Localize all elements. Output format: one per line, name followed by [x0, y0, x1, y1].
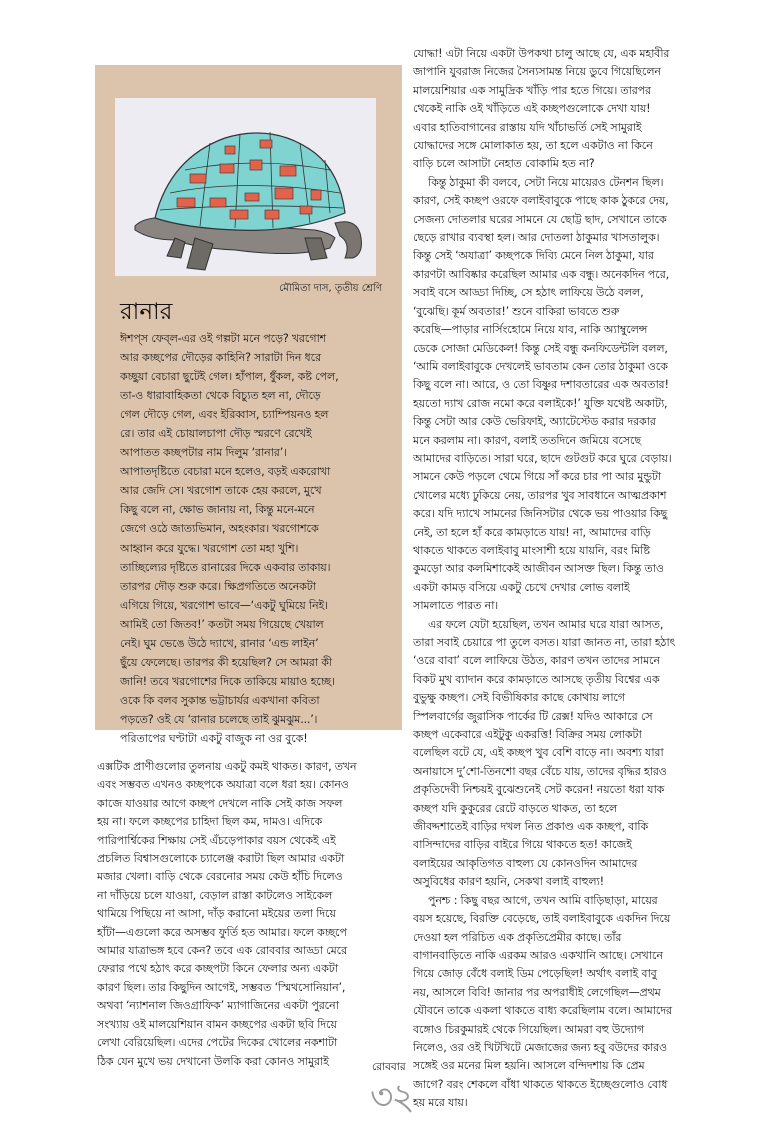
text-line: অসুবিধের কারণ হয়নি, সেকথা বলাই বাহুল্য!	[413, 875, 604, 889]
text-line: নয়, আসলে বিবি! জানার পর অপরাধীই লেগেছিল—প্রথম	[413, 985, 661, 999]
text-line: সামনে কেউ পড়লে থেমে গিয়ে সাঁ করে চার পা আর মুন্ডুটা	[413, 470, 662, 484]
text-line: কিন্তু ঠাকুমা কী বলবে, সেটা নিয়ে মায়েরও টেনশন ছিল।	[428, 175, 664, 189]
sidebar-box	[95, 65, 402, 745]
text-line: ছুঁয়ে ফেলেছে। তারপর কী হয়েছিল? সে আমরা কী	[120, 655, 332, 669]
magazine-name: রোববার	[372, 1061, 406, 1073]
text-line: স্পিলবার্গের জুরাসিক পার্কের টি রেক্স! যদিও আকারে সে	[413, 709, 653, 723]
text-line: আহ্বান করে যুদ্ধে। খরগোশ তো মহা খুশি।	[120, 541, 299, 555]
text-line: কারণটা আবিষ্কার করেছিল আমার এক বন্ধু। অনেকদিন পরে,	[413, 267, 669, 281]
drawing-caption: মৌমিতা দাস, তৃতীয় শ্রেণি	[279, 283, 382, 294]
text-line: যোদ্ধাদের সঙ্গে মোলাকাত হয়, তা হলে একটাও না কিনে	[413, 139, 653, 153]
text-line: হয় না। ফলে কচ্ছপের চাহিদা ছিল কম, দামও। এদিকে	[97, 815, 323, 829]
text-line: অথবা ‘ন্যাশনাল জিওগ্রাফিক’ ম্যাগাজিনের একটা পুরনো	[97, 999, 339, 1013]
text-line: কচ্ছপ যদি কুকুরের রেটে বাড়তে থাকত, তা হলে	[413, 801, 618, 815]
text-line: জীবদ্দশাতেই বাড়ির দখল নিত প্রকাণ্ড এক কচ্ছপ, বাকি	[413, 820, 649, 834]
text-line: নিলেও, ওর ওই খিটখিটে মেজাজের জন্য হবু বউদের কারও	[413, 1040, 668, 1054]
text-line: নেই। ঘুম ভেঙে উঠে দ্যাখে, রানার ‘এন্ড লাইন’	[120, 636, 319, 650]
text-line: জানি! তবে খরগোশের দিকে তাকিয়ে মায়াও হচ্ছে।	[120, 674, 335, 688]
text-line: গেল দৌড়ে গেল, এবং ইরিব্বাস, চ্যাম্পিয়নও হল	[120, 408, 329, 422]
text-line: ঈশপ্‌স ফেব্‌ল-এর ওই গল্পটা মনে পড়ে? খরগোশ	[120, 332, 327, 345]
text-line: হয় মরে যায়।	[413, 1096, 468, 1110]
right-column-text	[413, 45, 733, 1113]
text-line: প্রচলিত বিশ্বাসগুলোকে চ্যালেঞ্জ করাটা ছিল আমার একটা	[97, 852, 345, 866]
text-line: বুভুক্ষু কচ্ছপ। সেই বিভীষিকার কাছে কোথায় লাগে	[413, 691, 625, 705]
text-line: একটা কামড় বসিয়ে একটু চেখে দেখার লোভ বলাই	[413, 580, 630, 594]
text-line: ছেড়ে রাখার ব্যবস্থা হল। আর দোতলা ঠাকুমার খাসতালুক।	[413, 231, 660, 245]
text-line: না দাঁড়িয়ে চলে যাওয়া, বেড়াল রাস্তা কাটলেও সাইকেল	[97, 888, 333, 902]
text-line: ফেরার পথে হঠাৎ করে কচ্ছপটা কিনে ফেলার অন্য একটা	[97, 962, 338, 976]
text-line: বঙ্গোও চিরকুমারই থেকে গিয়েছিল। আমরা বহু উদ্যোগ	[413, 1022, 645, 1036]
text-line: কিন্তু সেটা আর কেউ ভেরিফাই, অ্যাটেস্টেড করার দরকার	[413, 415, 656, 429]
text-line: করেছি—পাড়ার নার্সিংহোমে নিয়ে যাব, নাকি অ্যাম্বুলেন্স	[413, 323, 648, 337]
text-line: সামলাতে পারত না।	[413, 599, 498, 613]
text-line: এর ফলে যেটা হয়েছিল, তখন আমার ঘরে যারা আসত,	[428, 617, 664, 631]
text-line: তাচ্ছিল্যের দৃষ্টিতে রানারের দিকে একবার তাকায়।	[120, 560, 331, 574]
text-line: পুনশ্চ : কিছু বছর আগে, তখন আমি বাড়িছাড়া, মায়ের	[428, 893, 658, 907]
text-line: এবার হাতিবাগানের রাস্তায় যদি খাঁচাভর্তি সেই সামুরাই	[413, 120, 642, 134]
text-line: সঙ্গেই ওর মনের মিল হয়নি। আসলে বন্দিদশায় কি প্রেম	[413, 1059, 645, 1073]
text-line: আর কচ্ছপের দৌড়ের কাহিনি? সারাটা দিন ধরে	[120, 351, 321, 365]
sidebar-title: রানার	[120, 299, 173, 325]
text-line: কারণ, সেই কচ্ছপ ওরফে বলাইবাবুকে পাছে কাক ঠুকরে দেয়,	[413, 194, 669, 208]
text-line: রে। তার এই চোয়ালচাপা দৌড় স্মরণে রেখেই	[120, 427, 312, 441]
text-line: ‘আমি বলাইবাবুকে দেখলেই ভাবতাম কেন তোর ঠাকুমা ওকে	[413, 359, 668, 373]
tortoise-drawing	[115, 98, 376, 276]
text-line: আর জেদি সে। খরগোশ তাকে হেয় করলে, মুখে	[120, 484, 322, 498]
page-number: ৩২	[370, 1077, 413, 1118]
text-line: কিন্তু সেই ‘অযাত্রা’ কচ্ছপকে দিব্যি মেনে নিল ঠাকুমা, যার	[413, 249, 654, 263]
text-line: কুমড়ো আর কলমিশাকেই আজীবন আসক্ত ছিল। কিন্তু তাও	[413, 562, 664, 576]
text-line: কচ্ছুয়া বেচারা ছুটেই গেল। হাঁপাল, ধুঁকল, কষ্ট পেল,	[120, 370, 339, 384]
text-line: অনায়াসে দু’শো-তিনশো বছর বেঁচে যায়, তাদের বৃদ্ধির হারও	[413, 764, 667, 778]
text-line: আপাতদৃষ্টিতে বেচারা মনে হলেও, বড়ই একরোখা	[120, 465, 331, 479]
text-line: বয়স হয়েছে, বিরক্তি বেড়েছে, তাই বলাইবাবুকে একদিন দিয়ে	[413, 912, 671, 926]
text-line: আমাদের বাড়িতে। সারা ঘরে, ছাদে গুটগুট করে ঘুরে বেড়ায়।	[413, 451, 672, 465]
text-line: এগিয়ে গিয়ে, খরগোশ ভাবে—‘একটু ঘুমিয়ে নিই।	[120, 598, 328, 612]
text-line: মালয়েশিয়ার এক সামুদ্রিক খাঁড়ি পার হতে গিয়ে। তারপর	[413, 83, 651, 97]
text-line: মজার খেলা। বাড়ি থেকে বেরনোর সময় কেউ হাঁচি দিলেও	[97, 870, 343, 884]
text-line: নেই, তা হলে হাঁ করে কামড়াতে যায়! না, আমাদের বাড়ি	[413, 525, 651, 539]
text-line: জেগে ওঠে জাত্যভিমান, অহংকার। খরগোশকে	[120, 522, 319, 536]
text-line: কিছু বলে না। আরে, ও তো বিষ্ণুর দশাবতারের এক অবতার!	[413, 378, 669, 392]
text-line: বাসিন্দাদের বাড়ির বাইরে গিয়ে থাকতে হত! কাজেই	[413, 838, 632, 852]
text-line: হাঁটা—এগুলো করে অসম্ভব ফুর্তি হত আমার। ফলে কচ্ছপে	[97, 925, 347, 939]
text-line: তা-ও ধারাবাহিকতা থেকে বিচ্যুত হল না, দৌড়ে	[120, 389, 321, 403]
text-line: বাগানবাড়িতে নাকি এরকম আরও একখানি আছে। সেখানে	[413, 948, 663, 962]
tortoise-illustration	[115, 98, 376, 276]
text-line: সেজন্য দোতলার ঘরের সামনে যে ছোট্ট ছাদ, সেখানে তাকে	[413, 212, 667, 226]
text-line: থাকতে থাকতে বলাইবাবু মাংসাশী হয়ে যায়নি, বরং মিষ্টি	[413, 543, 650, 557]
text-line: দেওয়া হল পরিচিত এক প্রকৃতিপ্রেমীর কাছে। তাঁর	[413, 930, 622, 944]
text-line: যোদ্ধা! এটা নিয়ে একটা উপকথা চালু আছে যে, এক মহাবীর	[413, 47, 670, 60]
text-line: খোলের মধ্যে ঢুকিয়ে নেয়, তারপর খুব সাবধানে আত্মপ্রকাশ	[413, 488, 667, 502]
text-line: কাজে যাওয়ার আগে কচ্ছপ দেখলে নাকি সেই কাজ সফল	[97, 796, 343, 810]
text-line: প্রকৃতিদেবী নিশ্চয়ই বুঝেশুনেই সেট করেন! নয়তো ধরা যাক	[413, 783, 665, 797]
text-line: সংখ্যায় ওই মালয়েশিয়ান বামন কচ্ছপের একটা ছবি দিয়ে	[97, 1017, 337, 1031]
text-line: ‘বুঝেছি। কূর্ম অবতার!’ শুনে বাকিরা ভাবতে শুরু	[413, 304, 620, 318]
text-line: ডেকে সোজা মেডিকেল! কিন্তু সেই বন্ধু কনফিডেন্টলি বলল,	[413, 341, 668, 355]
text-line: তারপর দৌড় শুরু করে। ক্ষিপ্রগতিতে অনেকটা	[120, 579, 316, 593]
text-line: আপাতত কচ্ছপটার নাম দিলুম ‘রানার’।	[120, 446, 287, 460]
text-line: ‘ওরে বাবা’ বলে লাফিয়ে উঠত, কারণ তখন তাদের সামনে	[413, 654, 660, 668]
text-line: এবং সম্ভবত এখনও কচ্ছপকে অযাত্রা বলে ধরা হয়। কোনও	[97, 778, 349, 792]
text-line: লেখা বেরিয়েছিল। এদের পেটের দিকের খোলের নকশাটা	[97, 1036, 338, 1050]
text-line: তারা সবাই চেয়ারে পা তুলে বসত। যারা জানত না, তারা হঠাৎ	[413, 636, 676, 649]
text-line: বিকট মুখ ব্যাদান করে কামড়াতে আসছে তৃতীয় বিশ্বের এক	[413, 672, 660, 686]
text-line: থেকেই নাকি ওই খাঁড়িতে এই কচ্ছপগুলোকে দেখা যায়!	[413, 102, 651, 116]
text-line: কচ্ছপ একেবারে এইটুকু একরত্তি! বিক্রির সময় লোকটা	[413, 728, 642, 742]
text-line: বলেছিল বটে যে, এই কচ্ছপ খুব বেশি বাড়ে না। অবশ্য যারা	[413, 746, 664, 760]
text-line: যৌবনে তাকে একলা থাকতে বাধ্য করেছিলাম বলে। আমাদের	[413, 1004, 672, 1018]
text-line: মনে করলাম না। কারণ, বলাই ততদিনে জমিয়ে বসেছে	[413, 433, 642, 447]
text-line: আমিই তো জিতব!’ কতটা সময় গিয়েছে খেয়াল	[120, 617, 324, 631]
text-line: হয়তো দ্যাখ রোজ নমো করে বলাইকে!’ যুক্তি যথেষ্ট অকাট্য,	[413, 396, 668, 410]
text-line: বলাইয়ের আকৃতিগত বাহুল্য যে কোনওদিন আমাদের	[413, 856, 638, 870]
sidebar-body	[120, 329, 385, 748]
text-line: পড়তে? ওই যে ‘রানার চলেছে তাই ঝুমঝুম...’।	[120, 712, 318, 726]
text-line: গিয়ে জোড় বেঁধে বলাই ডিম পেড়েছিল! অর্থাৎ বলাই বাবু	[413, 967, 657, 981]
text-line: জাপানি যুবরাজ নিজের সৈন্যসামন্ত নিয়ে ডুবে গিয়েছিলেন	[413, 65, 661, 79]
text-line: সবাই বসে আড্ডা দিচ্ছি, সে হঠাৎ লাফিয়ে উঠে বলল,	[413, 286, 644, 300]
text-line: জাগে? বরং শেকলে বাঁধা থাকতে থাকতে ইচ্ছেগুলোও বোধ	[413, 1077, 668, 1091]
text-line: পরিতাপের ঘণ্টাটা একটু বাজুক না ওর বুকে!	[120, 731, 308, 745]
text-line: করে। যদি দ্যাখে সামনের জিনিসটার থেকে ভয় পাওয়ার কিছু	[413, 507, 668, 521]
text-line: ওকে কি বলব সুকান্ত ভট্টাচার্যর একখানা কবিতা	[120, 693, 320, 707]
text-line: আমার যাত্রাভঙ্গ হবে কেন? তবে এক রোববার আড্ডা মেরে	[97, 944, 348, 958]
text-line: ঠিক যেন মুখে ভয় দেখানো উলকি করা কোনও সামুরাই	[97, 1054, 329, 1068]
text-line: থামিয়ে পিছিয়ে না আসা, দাঁড় করানো মইয়ের তলা দিয়ে	[97, 907, 336, 921]
text-line: কারণ ছিল। তার কিছুদিন আগেই, সম্ভবত ‘স্মিথসোনিয়ান’,	[97, 980, 346, 994]
text-line: কিছু বলে না, ক্ষোভ জানায় না, কিন্তু মনে-মনে	[120, 503, 315, 517]
left-column-text	[97, 758, 407, 1071]
text-line: পারিপার্শ্বিকের শিক্ষায় সেই এঁচড়েপাকার বয়স থেকেই এই	[97, 833, 336, 847]
text-line: বাড়ি চলে আসাটা নেহাত বোকামি হত না?	[413, 157, 595, 171]
text-line: এক্সটিক প্রাণীগুলোর তুলনায় একটু কমই থাকত। কারণ, তখন	[97, 760, 357, 773]
